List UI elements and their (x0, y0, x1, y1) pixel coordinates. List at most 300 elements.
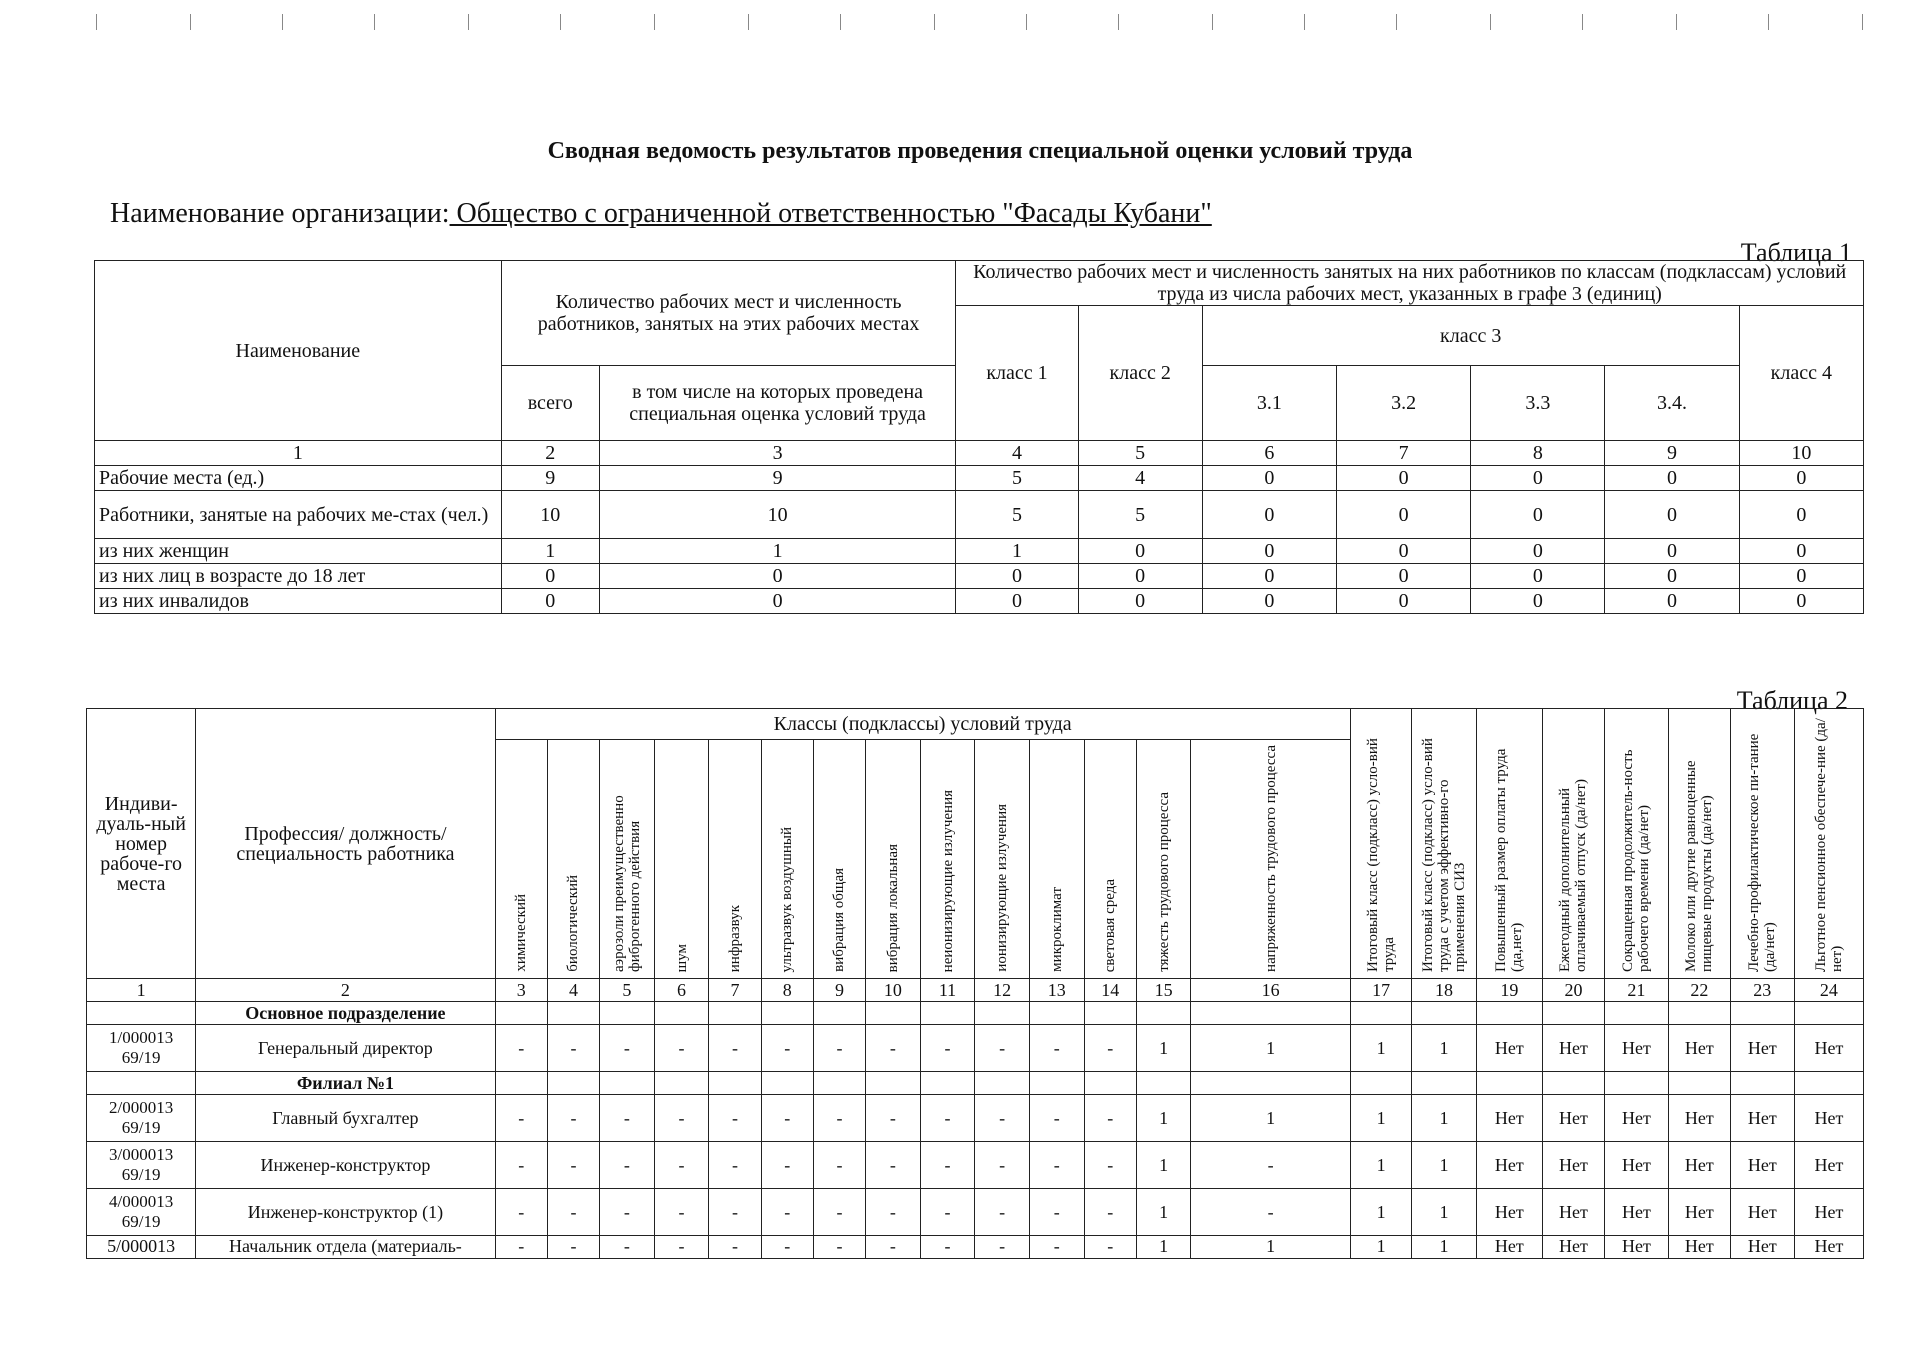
t1-header-class3: класс 3 (1202, 306, 1739, 366)
t2-header-extra-4: Ежегодный дополнительный оплачиваемый отпуск (да/нет) (1543, 709, 1605, 979)
cell-value: Нет (1604, 1236, 1668, 1259)
t2-column-number: 10 (866, 979, 921, 1002)
section-blank (1668, 1072, 1730, 1095)
cell-value: - (495, 1189, 547, 1236)
row-label: Рабочие места (ед.) (95, 466, 502, 491)
section-name: Основное подразделение (196, 1002, 495, 1025)
cell-value: 1 (1412, 1025, 1476, 1072)
profession: Инженер-конструктор (196, 1142, 495, 1189)
cell-value: - (709, 1025, 761, 1072)
table1-caption: Таблица 1 (1740, 238, 1852, 267)
section-blank (1794, 1072, 1863, 1095)
t2-body (87, 1002, 1864, 1259)
organization-line (110, 198, 1212, 230)
section-blank (920, 1002, 975, 1025)
table-row (95, 491, 1864, 539)
cell-value: 0 (501, 564, 599, 589)
cell-value: - (600, 1189, 655, 1236)
cell-value: 0 (1337, 539, 1471, 564)
section-blank (1136, 1072, 1191, 1095)
cell-value: - (975, 1142, 1030, 1189)
t1-header-3-1: 3.1 (1202, 366, 1336, 441)
cell-value: - (813, 1142, 865, 1189)
edge-tick (468, 14, 469, 30)
cell-value: - (600, 1095, 655, 1142)
section-blank (1543, 1002, 1605, 1025)
section-blank (87, 1072, 196, 1095)
cell-value: - (1029, 1142, 1084, 1189)
cell-value: Нет (1730, 1236, 1794, 1259)
cell-value: - (920, 1095, 975, 1142)
cell-value: - (495, 1142, 547, 1189)
table-row (95, 539, 1864, 564)
t2-column-number: 16 (1191, 979, 1350, 1002)
edge-tick (1676, 14, 1677, 30)
cell-value: 0 (1202, 564, 1336, 589)
cell-value: - (600, 1025, 655, 1072)
cell-value: 1 (599, 539, 956, 564)
table2-caption: Таблица 2 (1736, 686, 1848, 715)
section-blank (920, 1072, 975, 1095)
cell-value: - (709, 1189, 761, 1236)
workplace-id: 2/000013 69/19 (87, 1095, 196, 1142)
t2-factor-header: химический (495, 740, 547, 979)
t2-header-extra-1: Итоговый класс (подкласс) усло-вий труда (1350, 709, 1412, 979)
section-blank (1084, 1072, 1136, 1095)
t2-header-extra-5: Сокращенная продолжитель-ность рабочего времени (да/нет) (1604, 709, 1668, 979)
section-blank (547, 1072, 599, 1095)
cell-value: 0 (1605, 564, 1739, 589)
cell-value: 5 (956, 491, 1078, 539)
t2-column-number: 15 (1136, 979, 1191, 1002)
cell-value: 0 (1202, 589, 1336, 614)
cell-value: Нет (1730, 1189, 1794, 1236)
cell-value: - (920, 1142, 975, 1189)
section-blank (1476, 1072, 1543, 1095)
cell-value: Нет (1794, 1236, 1863, 1259)
t2-column-number: 8 (761, 979, 813, 1002)
cell-value: 0 (1471, 564, 1605, 589)
t2-column-number: 13 (1029, 979, 1084, 1002)
t2-column-number: 23 (1730, 979, 1794, 1002)
cell-value: 0 (1078, 564, 1202, 589)
cell-value: - (1029, 1025, 1084, 1072)
cell-value: 1 (1412, 1142, 1476, 1189)
edge-tick (96, 14, 97, 30)
summary-table (94, 260, 1864, 614)
t2-factor-header: шум (654, 740, 709, 979)
cell-value: - (866, 1236, 921, 1259)
cell-value: Нет (1794, 1189, 1863, 1236)
t1-column-number: 9 (1605, 441, 1739, 466)
t2-header-extra-2: Итоговый класс (подкласс) усло-вий труда с учетом эффективно-го применения СИЗ (1412, 709, 1476, 979)
t1-column-numbers (95, 441, 1864, 466)
t2-column-number: 9 (813, 979, 865, 1002)
cell-value: 0 (1605, 539, 1739, 564)
t1-header-3-3: 3.3 (1471, 366, 1605, 441)
cell-value: 1 (501, 539, 599, 564)
cell-value: - (813, 1025, 865, 1072)
table-row (87, 1095, 1864, 1142)
cell-value: Нет (1476, 1236, 1543, 1259)
cell-value: 0 (1471, 466, 1605, 491)
t2-header-extra-6: Молоко или другие равноценные пищевые продукты (да/нет) (1668, 709, 1730, 979)
t1-body (95, 466, 1864, 614)
cell-value: - (761, 1189, 813, 1236)
cell-value: Нет (1476, 1142, 1543, 1189)
cell-value: 0 (956, 589, 1078, 614)
cell-value: 0 (956, 564, 1078, 589)
section-blank (1604, 1002, 1668, 1025)
cell-value: 1 (1350, 1025, 1412, 1072)
workplace-id: 5/000013 (87, 1236, 196, 1259)
cell-value: 0 (1471, 539, 1605, 564)
cell-value: - (813, 1189, 865, 1236)
edge-tick (1118, 14, 1119, 30)
cell-value: - (866, 1025, 921, 1072)
t1-column-number: 1 (95, 441, 502, 466)
cell-value: Нет (1730, 1142, 1794, 1189)
t2-factor-header: инфразвук (709, 740, 761, 979)
section-blank (709, 1072, 761, 1095)
t2-column-number: 20 (1543, 979, 1605, 1002)
cell-value: Нет (1604, 1142, 1668, 1189)
cell-value: 1 (1191, 1095, 1350, 1142)
cell-value: 10 (599, 491, 956, 539)
cell-value: 0 (1337, 491, 1471, 539)
cell-value: 1 (1191, 1236, 1350, 1259)
t2-header-profession: Профессия/ должность/ специальность работника (196, 709, 495, 979)
t2-column-number: 22 (1668, 979, 1730, 1002)
cell-value: 1 (1412, 1189, 1476, 1236)
edge-tick (840, 14, 841, 30)
t2-factor-header: неионизирующие излучения (920, 740, 975, 979)
edge-tick (1490, 14, 1491, 30)
edge-tick (1768, 14, 1769, 30)
cell-value: - (709, 1095, 761, 1142)
cell-value: 0 (1202, 539, 1336, 564)
cell-value: - (654, 1095, 709, 1142)
t1-header-count: Количество рабочих мест и численность работников, занятых на этих рабочих местах (501, 261, 956, 366)
row-label: из них лиц в возрасте до 18 лет (95, 564, 502, 589)
cell-value: Нет (1476, 1025, 1543, 1072)
cell-value: 1 (1350, 1189, 1412, 1236)
section-blank (1604, 1072, 1668, 1095)
cell-value: - (920, 1025, 975, 1072)
section-blank (1412, 1072, 1476, 1095)
cell-value: 0 (1202, 466, 1336, 491)
t2-column-number: 17 (1350, 979, 1412, 1002)
t2-factor-header: напряженность трудового процесса (1191, 740, 1350, 979)
table-row (87, 1142, 1864, 1189)
t1-header-total: всего (501, 366, 599, 441)
section-blank (975, 1072, 1030, 1095)
cell-value: 1 (956, 539, 1078, 564)
edge-tick (1026, 14, 1027, 30)
cell-value: 1 (1136, 1095, 1191, 1142)
cell-value: Нет (1543, 1095, 1605, 1142)
page-edge-marks (0, 10, 1920, 30)
cell-value: - (1191, 1142, 1350, 1189)
workplace-table (86, 708, 1864, 1259)
workplace-id: 1/000013 69/19 (87, 1025, 196, 1072)
section-blank (1476, 1002, 1543, 1025)
cell-value: 1 (1350, 1095, 1412, 1142)
section-blank (1191, 1072, 1350, 1095)
cell-value: 9 (501, 466, 599, 491)
edge-tick (654, 14, 655, 30)
profession: Главный бухгалтер (196, 1095, 495, 1142)
t2-column-number: 1 (87, 979, 196, 1002)
section-row (87, 1002, 1864, 1025)
cell-value: - (1029, 1189, 1084, 1236)
t2-column-numbers (87, 979, 1864, 1002)
profession: Инженер-конструктор (1) (196, 1189, 495, 1236)
cell-value: - (1084, 1095, 1136, 1142)
edge-tick (1582, 14, 1583, 30)
cell-value: 0 (501, 589, 599, 614)
section-blank (1029, 1072, 1084, 1095)
section-blank (1730, 1072, 1794, 1095)
cell-value: 5 (956, 466, 1078, 491)
section-blank (1350, 1002, 1412, 1025)
cell-value: - (709, 1236, 761, 1259)
cell-value: - (975, 1189, 1030, 1236)
cell-value: - (920, 1189, 975, 1236)
cell-value: Нет (1476, 1189, 1543, 1236)
cell-value: Нет (1668, 1142, 1730, 1189)
cell-value: Нет (1543, 1142, 1605, 1189)
cell-value: 0 (1605, 466, 1739, 491)
section-blank (1794, 1002, 1863, 1025)
section-blank (1730, 1002, 1794, 1025)
cell-value: - (761, 1236, 813, 1259)
cell-value: - (975, 1095, 1030, 1142)
row-label: из них инвалидов (95, 589, 502, 614)
cell-value: 0 (1202, 491, 1336, 539)
cell-value: 0 (1605, 491, 1739, 539)
cell-value: - (547, 1095, 599, 1142)
cell-value: Нет (1476, 1095, 1543, 1142)
cell-value: 0 (1337, 466, 1471, 491)
t2-factor-header: ультразвук воздушный (761, 740, 813, 979)
cell-value: 0 (599, 564, 956, 589)
t1-column-number: 5 (1078, 441, 1202, 466)
cell-value: 0 (1605, 589, 1739, 614)
t1-column-number: 7 (1337, 441, 1471, 466)
cell-value: - (1084, 1142, 1136, 1189)
cell-value: Нет (1668, 1236, 1730, 1259)
t2-factor-header: вибрация общая (813, 740, 865, 979)
t2-column-number: 14 (1084, 979, 1136, 1002)
section-blank (1668, 1002, 1730, 1025)
cell-value: - (1084, 1189, 1136, 1236)
section-blank (654, 1072, 709, 1095)
edge-tick (282, 14, 283, 30)
section-blank (1412, 1002, 1476, 1025)
cell-value: Нет (1604, 1025, 1668, 1072)
profession: Начальник отдела (материаль- (196, 1236, 495, 1259)
cell-value: - (813, 1236, 865, 1259)
row-label: из них женщин (95, 539, 502, 564)
cell-value: - (1084, 1025, 1136, 1072)
section-blank (761, 1072, 813, 1095)
section-blank (654, 1002, 709, 1025)
section-blank (866, 1072, 921, 1095)
edge-tick (1304, 14, 1305, 30)
section-blank (1029, 1002, 1084, 1025)
cell-value: 1 (1136, 1189, 1191, 1236)
section-blank (975, 1002, 1030, 1025)
cell-value: 0 (599, 589, 956, 614)
section-blank (866, 1002, 921, 1025)
t1-header-class2: класс 2 (1078, 306, 1202, 441)
document-title: Сводная ведомость результатов проведения специальной оценки условий труда (547, 138, 1413, 164)
section-blank (600, 1072, 655, 1095)
t1-header-3-2: 3.2 (1337, 366, 1471, 441)
t1-column-number: 6 (1202, 441, 1336, 466)
cell-value: - (761, 1142, 813, 1189)
cell-value: 0 (1739, 589, 1863, 614)
cell-value: 1 (1136, 1025, 1191, 1072)
cell-value: 1 (1350, 1142, 1412, 1189)
cell-value: - (813, 1095, 865, 1142)
cell-value: Нет (1668, 1095, 1730, 1142)
t2-column-number: 24 (1794, 979, 1863, 1002)
cell-value: Нет (1730, 1025, 1794, 1072)
cell-value: - (975, 1025, 1030, 1072)
cell-value: - (866, 1095, 921, 1142)
t2-header-classes: Классы (подклассы) условий труда (495, 709, 1350, 740)
cell-value: - (600, 1142, 655, 1189)
cell-value: 0 (1078, 539, 1202, 564)
cell-value: Нет (1794, 1095, 1863, 1142)
cell-value: - (495, 1095, 547, 1142)
table-row (95, 466, 1864, 491)
section-blank (1350, 1072, 1412, 1095)
cell-value: - (1029, 1236, 1084, 1259)
t1-header-by-class: Количество рабочих мест и численность занятых на них работников по классам (подклассам) условий труда из числа рабочих мест, указанных в графе 3 (единиц) (956, 261, 1864, 306)
cell-value: 0 (1078, 589, 1202, 614)
cell-value: - (600, 1236, 655, 1259)
t2-column-number: 21 (1604, 979, 1668, 1002)
section-blank (495, 1072, 547, 1095)
t2-column-number: 4 (547, 979, 599, 1002)
t1-header-class4: класс 4 (1739, 306, 1863, 441)
edge-tick (1212, 14, 1213, 30)
t1-column-number: 4 (956, 441, 1078, 466)
organization-label: Наименование организации: (110, 198, 450, 229)
cell-value: - (495, 1236, 547, 1259)
edge-tick (1396, 14, 1397, 30)
section-blank (547, 1002, 599, 1025)
section-blank (1136, 1002, 1191, 1025)
t2-column-number: 7 (709, 979, 761, 1002)
cell-value: - (547, 1025, 599, 1072)
section-blank (87, 1002, 196, 1025)
t2-column-number: 11 (920, 979, 975, 1002)
cell-value: - (547, 1142, 599, 1189)
t1-header-name: Наименование (95, 261, 502, 441)
table-row (87, 1236, 1864, 1259)
section-blank (600, 1002, 655, 1025)
cell-value: - (547, 1189, 599, 1236)
cell-value: 9 (599, 466, 956, 491)
edge-tick (560, 14, 561, 30)
cell-value: 0 (1739, 539, 1863, 564)
t2-column-number: 19 (1476, 979, 1543, 1002)
section-blank (813, 1002, 865, 1025)
workplace-id: 3/000013 69/19 (87, 1142, 196, 1189)
table-row (95, 564, 1864, 589)
t2-column-number: 6 (654, 979, 709, 1002)
cell-value: 0 (1471, 589, 1605, 614)
edge-tick (190, 14, 191, 30)
cell-value: - (866, 1142, 921, 1189)
t1-header-3-4: 3.4. (1605, 366, 1739, 441)
cell-value: 0 (1337, 589, 1471, 614)
cell-value: - (654, 1236, 709, 1259)
cell-value: - (495, 1025, 547, 1072)
cell-value: 5 (1078, 491, 1202, 539)
workplace-id: 4/000013 69/19 (87, 1189, 196, 1236)
t1-header-assessed: в том числе на которых проведена специальная оценка условий труда (599, 366, 956, 441)
t2-column-number: 3 (495, 979, 547, 1002)
section-blank (761, 1002, 813, 1025)
cell-value: - (654, 1189, 709, 1236)
cell-value: Нет (1668, 1025, 1730, 1072)
profession: Генеральный директор (196, 1025, 495, 1072)
cell-value: - (1191, 1189, 1350, 1236)
cell-value: 10 (501, 491, 599, 539)
cell-value: - (654, 1142, 709, 1189)
cell-value: 0 (1739, 466, 1863, 491)
section-blank (709, 1002, 761, 1025)
t2-column-number: 2 (196, 979, 495, 1002)
cell-value: - (1029, 1095, 1084, 1142)
t2-header-extra-3: Повышенный размер оплаты труда (да,нет) (1476, 709, 1543, 979)
t1-column-number: 10 (1739, 441, 1863, 466)
cell-value: - (761, 1095, 813, 1142)
cell-value: 1 (1412, 1095, 1476, 1142)
cell-value: 1 (1350, 1236, 1412, 1259)
cell-value: 1 (1191, 1025, 1350, 1072)
cell-value: Нет (1730, 1095, 1794, 1142)
section-blank (1543, 1072, 1605, 1095)
t2-factor-header: аэрозоли преимущественно фиброгенного действия (600, 740, 655, 979)
cell-value: Нет (1794, 1142, 1863, 1189)
cell-value: 1 (1412, 1236, 1476, 1259)
t1-header-class1: класс 1 (956, 306, 1078, 441)
cell-value: Нет (1543, 1189, 1605, 1236)
t2-factor-header: вибрация локальная (866, 740, 921, 979)
cell-value: Нет (1604, 1095, 1668, 1142)
cell-value: 4 (1078, 466, 1202, 491)
cell-value: - (709, 1142, 761, 1189)
cell-value: 0 (1337, 564, 1471, 589)
t2-header-extra-8: Льготное пенсионное обеспече-ние (да/нет) (1794, 709, 1863, 979)
cell-value: - (761, 1025, 813, 1072)
t2-column-number: 12 (975, 979, 1030, 1002)
table-row (87, 1189, 1864, 1236)
t2-factor-header: тяжесть трудового процесса (1136, 740, 1191, 979)
t2-factor-header: микроклимат (1029, 740, 1084, 979)
t2-factor-header: биологический (547, 740, 599, 979)
cell-value: - (547, 1236, 599, 1259)
edge-tick (1862, 14, 1863, 30)
t2-factor-header: ионизирующие излучения (975, 740, 1030, 979)
t1-column-number: 3 (599, 441, 956, 466)
